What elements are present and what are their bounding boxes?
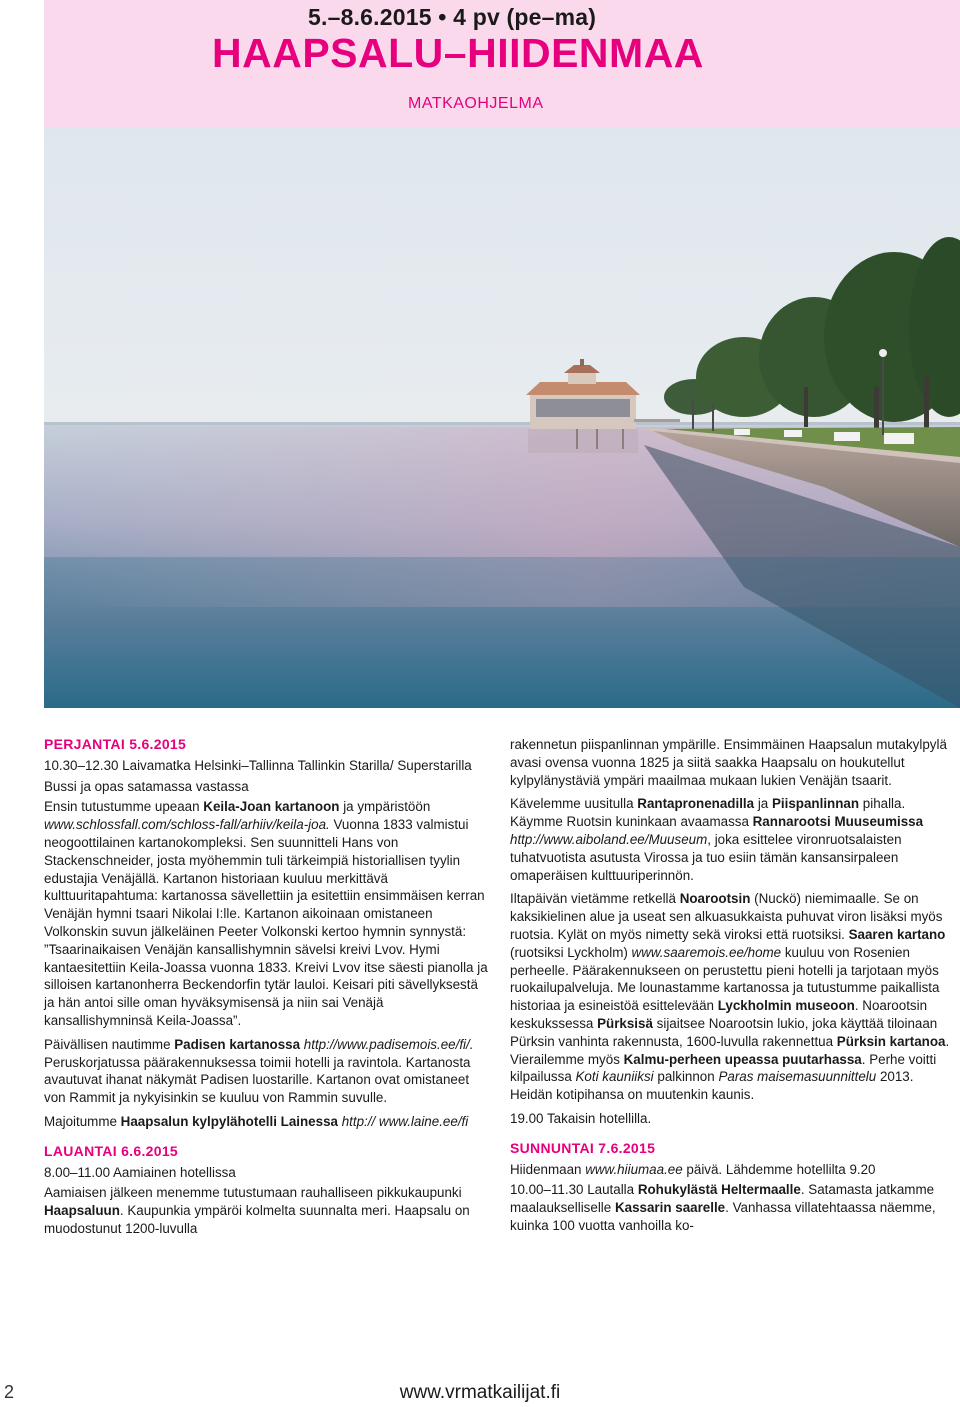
footer-url[interactable]: www.vrmatkailijat.fi [399,1382,561,1403]
haapsalu-promenade-photo [44,127,960,708]
page-subtitle: MATKAOHJELMA [408,95,544,112]
aiboland-link[interactable]: http://www.aiboland.ee/Muuseum [510,831,708,847]
return-hotel: 19.00 Takaisin hotellilla. [510,1110,652,1126]
page-number: 2 [4,1382,15,1402]
right-column [510,736,956,1241]
trip-dates: 5.–8.6.2015 • 4 pv (pe–ma) [308,4,597,30]
header-band [44,0,960,127]
haapsalu-history: rakennetun piispanlinnan ympärille. Ensimmäinen Haapsalun mutakylpylä avasi ovensa vuonna 1825 ja siitä saakka Haapsalu on houkutellut kylpylänystäviä ympäri maailmaa mukaan lukien Venäjän tsaarit. [510,737,947,788]
friday-keila-joa: Ensin tutustumme upeaan Keila-Joan kartanoon ja ympäristöön www.schlossfall.com/schloss-fall/arhiiv/keila-joa. Vuonna 1833 valmistui neogoottilainen kartanokompleksi. Sen suunnitteli Hans von Stackenschneider, josta myöhemmin tuli tärkeimpiä historiallisen tyylin edustajia Venäjällä. Kartanon historiaan kuuluu merkittävä kulttuuritapahtuma: kartanossa sävellettiin ja esitettiin ensimmäisen kerran Venäjän hymni tsaari Nikolai I:lle. Kartanon aikoinaan omistaneen Volkonskin suvun jälkeläinen Peeter Volkonski kertoo hymnin synnystä: ”Tsaarinaikaisen Venäjän kansallishymnin sävelsi kreivi Lvov. Hymi kantaesitettiin Keila-Joassa vuonna 1833. Kreivi Lvov itse säesti pianolla ja silloisen kartanonherra Beckendorfin tytär lauloi. Keisari piti sävellyksestä ja hän antoi sille oman hyväksymisensä ja niin sai Venäjä kansallishymninsä Keila-Joassa”. [44,799,488,1028]
saturday-haapsalu: Aamiaisen jälkeen menemme tutustumaan rauhalliseen pikkukaupunki Haapsaluun. Kaupunkia ympäröi kolmelta suunnalta meri. Haapsalu on muodostunut 1200-luvulla [44,1185,470,1236]
left-column [44,736,490,1244]
keila-joa-link[interactable]: www.schlossfall.com/schloss-fall/arhiiv/keila-joa. [44,817,330,833]
friday-hotel: Majoitumme Haapsalun kylpylähotelli Lainessa http:// www.laine.ee/fi [44,1113,469,1129]
photo-illustration [44,127,960,708]
saaremois-link[interactable]: www.saaremois.ee/home [631,944,782,960]
saturday-heading: LAUANTAI 6.6.2015 [44,1142,178,1159]
saturday-breakfast: 8.00–11.00 Aamiainen hotellissa [44,1164,236,1180]
friday-padise: Päivällisen nautimme Padisen kartanossa http://www.padisemois.ee/fi/. Peruskorjatussa päärakennuksessa toimii hotelli ja ravintola. Kartanosta avautuvat ihanat näkymät Padisen luostarille. Kartanon ovat omistaneet von Rammit ja nykyisinkin se kuuluu von Rammin suvulle. [44,1036,474,1106]
sunday-hiiumaa: Hiidenmaan www.hiiumaa.ee päivä. Lähdemme hotellilta 9.20 [510,1161,876,1177]
friday-heading: PERJANTAI 5.6.2015 [44,736,187,752]
friday-ferry: 10.30–12.30 Laivamatka Helsinki–Tallinna Tallinkin Starilla/ Superstarilla [44,757,472,773]
promenade-paragraph: Kävelemme uusitulla Rantapronenadilla ja Piispanlinnan pihalla. Käymme Ruotsin kuninkaan avaamassa Rannarootsi Muuseumissa http://www.aiboland.ee/Muuseum, joka esittelee vironruotsalaisten tuhatvuotista asutusta Virossa ja tuo esiin tämän kansansirpaleen omaperäisen kulttuuriperinnön. [510,796,924,883]
sunday-ferry: 10.00–11.30 Lautalla Rohukylästä Heltermaalle. Satamasta jatkamme maalaukselliselle Kassarin saarelle. Vanhassa villatehtaassa näemme, kuinka 100 vuotta vanhoilla ko- [510,1182,936,1233]
friday-bus: Bussi ja opas satamassa vastassa [44,778,249,794]
page-title: HAAPSALU–HIIDENMAA [212,30,704,76]
sunday-heading: SUNNUNTAI 7.6.2015 [510,1139,656,1156]
noarootsi-paragraph: Iltapäivän vietämme retkellä Noarootsin (Nuckö) niemimaalle. Se on kaksikielinen alue ja useat sen alkuasukkaista puhuvat viron lisäksi myös ruotsia. Kylät on myös nimetty sekä viroksi että ruotsiksi. Saaren kartano (ruotsiksi Lyckholm) www.saaremois.ee/home kuuluu von Rosenien perheelle. Päärakennukseen on perustettu pieni hotelli ja tarjotaan myös ruokailupalveluja. Me lounastamme kartanossa ja tutustumme paikallista historiaa ja esineistöä esittelevään Lyckholmin museoon. Noarootsin keskukssessa Pürksisä sijaitsee Noarootsin lukio, joka käyttää tiloinaan Pürksin vanhinta rakennusta, 1600-luvulla rakennettua Pürksin kartanoa. Vierailemme myös Kalmu-perheen upeassa puutarhassa. Perhe voitti kilpailussa Koti kauniiksi palkinnon Paras maisemasuunnittelu 2013. Heidän kotipihansa on muutenkin kaunis. [510,891,950,1103]
hiiumaa-link[interactable]: www.hiiumaa.ee [585,1161,683,1177]
padise-link[interactable]: http://www.padisemois.ee/fi/. [303,1036,474,1052]
laine-link[interactable]: http:// www.laine.ee/fi [341,1113,469,1129]
